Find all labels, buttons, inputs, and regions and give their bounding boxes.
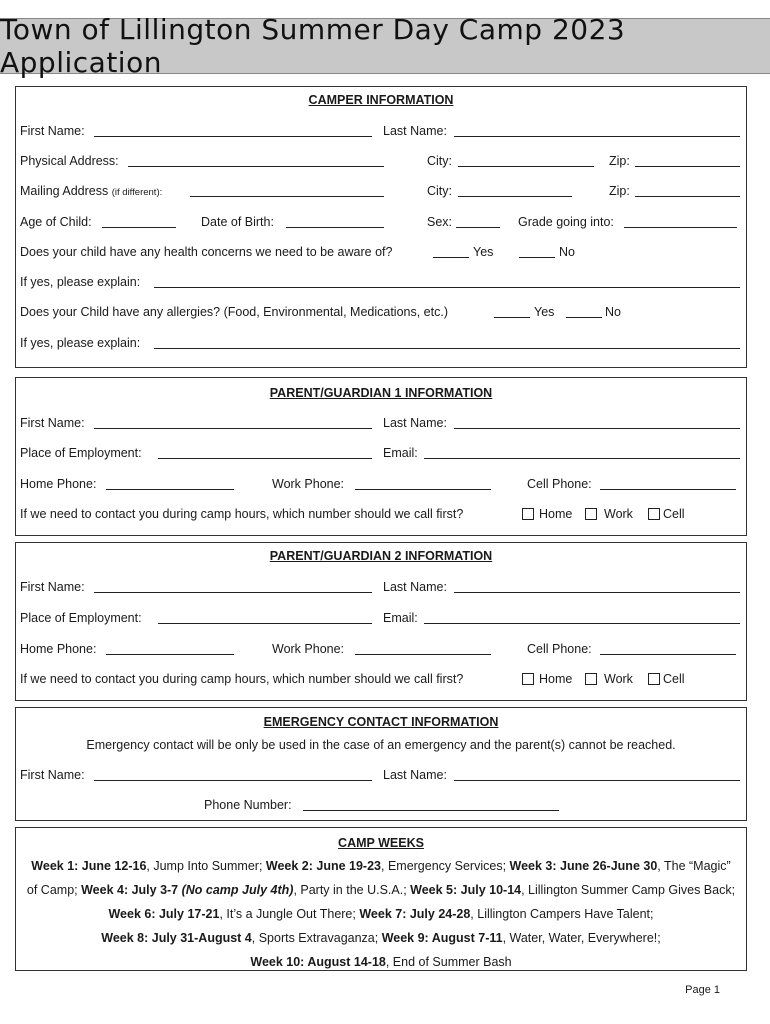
emergency-first-name-label: First Name: — [20, 768, 85, 782]
week-8-theme: , Sports Extravaganza; — [251, 931, 382, 945]
dob-label: Date of Birth: — [201, 215, 274, 229]
parent2-employment-row — [16, 609, 746, 627]
camp-weeks-section — [15, 827, 747, 971]
week-5-theme: , Lillington Summer Camp Gives Back; — [521, 883, 736, 897]
week-3-dates: Week 3: June 26-June 30 — [509, 859, 658, 873]
week-7-dates: Week 7: July 24-28 — [359, 907, 471, 921]
parent2-work-phone-field[interactable] — [355, 654, 491, 655]
parent2-cell-checkbox[interactable] — [648, 673, 660, 685]
health-no-label: No — [559, 245, 575, 259]
health-question: Does your child have any health concerns we need to be aware of? — [20, 245, 393, 259]
parent2-email-field[interactable] — [424, 623, 740, 624]
parent1-home-phone-field[interactable] — [106, 489, 234, 490]
camper-mailing-row — [16, 182, 746, 200]
camp-weeks-list — [26, 854, 736, 974]
parent2-home-checkbox[interactable] — [522, 673, 534, 685]
mailing-city-field[interactable] — [458, 196, 572, 197]
health-explain-row — [16, 273, 746, 291]
allergy-explain-field[interactable] — [154, 348, 740, 349]
grade-label: Grade going into: — [518, 215, 614, 229]
parent2-last-name-label: Last Name: — [383, 580, 447, 594]
allergy-row — [16, 303, 746, 321]
emergency-first-name-field[interactable] — [94, 780, 372, 781]
week-4-dates: Week 4: July 3-7 — [81, 883, 182, 897]
week-3-theme: , The “Magic” of Camp; — [26, 859, 731, 897]
parent1-last-name-field[interactable] — [454, 428, 740, 429]
week-2-dates: Week 2: June 19-23 — [265, 859, 381, 873]
parent1-employment-label: Place of Employment: — [20, 446, 142, 460]
parent1-email-field[interactable] — [424, 458, 740, 459]
health-explain-field[interactable] — [154, 287, 740, 288]
week-10-theme: , End of Summer Bash — [385, 955, 512, 969]
parent2-employment-field[interactable] — [158, 623, 372, 624]
health-explain-label: If yes, please explain: — [20, 275, 141, 289]
allergy-explain-row — [16, 334, 746, 352]
allergy-yes-field[interactable] — [494, 317, 530, 318]
emergency-phone-field[interactable] — [303, 810, 559, 811]
parent2-cell-option: Cell — [663, 672, 685, 686]
form-title: Town of Lillington Summer Day Camp 2023 Application — [0, 13, 626, 79]
parent1-employment-field[interactable] — [158, 458, 372, 459]
camper-address-row — [16, 152, 746, 170]
parent2-last-name-field[interactable] — [454, 592, 740, 593]
parent1-cell-phone-field[interactable] — [600, 489, 736, 490]
allergy-question: Does your Child have any allergies? (Food, Environmental, Medications, etc.) — [20, 305, 448, 319]
emergency-heading: EMERGENCY CONTACT INFORMATION — [263, 715, 499, 729]
physical-city-field[interactable] — [458, 166, 594, 167]
parent2-contact-question: If we need to contact you during camp hours, which number should we call first? — [20, 672, 464, 686]
allergy-no-field[interactable] — [566, 317, 602, 318]
parent1-employment-row — [16, 444, 746, 462]
camper-last-name-label: Last Name: — [383, 124, 447, 138]
health-row — [16, 243, 746, 261]
health-yes-label: Yes — [473, 245, 494, 259]
week-2-theme: , Emergency Services; — [381, 859, 510, 873]
age-label: Age of Child: — [20, 215, 92, 229]
week-9-dates: Week 9: August 7-11 — [381, 931, 503, 945]
emergency-name-row — [16, 766, 746, 784]
age-field[interactable] — [102, 227, 176, 228]
parent2-work-option: Work — [604, 672, 633, 686]
parent1-first-name-field[interactable] — [94, 428, 372, 429]
allergy-yes-label: Yes — [534, 305, 555, 319]
emergency-note: Emergency contact will be only be used in the case of an emergency and the parent(s) cannot be reached. — [86, 738, 676, 752]
emergency-last-name-field[interactable] — [454, 780, 740, 781]
week-1-theme: , Jump Into Summer; — [146, 859, 266, 873]
week-7-theme: , Lillington Campers Have Talent; — [470, 907, 654, 921]
dob-field[interactable] — [286, 227, 384, 228]
parent2-email-label: Email: — [383, 611, 418, 625]
physical-zip-field[interactable] — [635, 166, 740, 167]
parent2-employment-label: Place of Employment: — [20, 611, 142, 625]
parent2-home-phone-label: Home Phone: — [20, 642, 97, 656]
parent1-work-option: Work — [604, 507, 633, 521]
parent1-work-phone-field[interactable] — [355, 489, 491, 490]
parent2-phone-row — [16, 640, 746, 658]
mailing-zip-label: Zip: — [609, 184, 630, 198]
allergy-no-label: No — [605, 305, 621, 319]
parent2-cell-phone-field[interactable] — [600, 654, 736, 655]
sex-field[interactable] — [456, 227, 500, 228]
week-1-dates: Week 1: June 12-16 — [31, 859, 147, 873]
physical-address-field[interactable] — [128, 166, 384, 167]
page-number: Page 1 — [685, 984, 720, 996]
week-6-theme: , It’s a Jungle Out There; — [219, 907, 360, 921]
camper-name-row — [16, 122, 746, 140]
mailing-address-label: Mailing Address (if different): — [20, 184, 163, 198]
emergency-phone-row — [16, 796, 746, 814]
parent1-heading: PARENT/GUARDIAN 1 INFORMATION — [269, 386, 493, 400]
parent2-cell-phone-label: Cell Phone: — [527, 642, 592, 656]
parent2-home-option: Home — [539, 672, 573, 686]
parent2-first-name-field[interactable] — [94, 592, 372, 593]
parent1-home-option: Home — [539, 507, 573, 521]
parent2-first-name-label: First Name: — [20, 580, 85, 594]
camp-weeks-heading: CAMP WEEKS — [338, 836, 424, 850]
camper-first-name-label: First Name: — [20, 124, 85, 138]
parent1-home-phone-label: Home Phone: — [20, 477, 97, 491]
week-4-note: (No camp July 4th) — [181, 883, 294, 897]
parent1-section — [15, 377, 747, 536]
emergency-section — [15, 707, 747, 821]
health-no-field[interactable] — [519, 257, 555, 258]
camper-section — [15, 86, 747, 368]
emergency-last-name-label: Last Name: — [383, 768, 447, 782]
camper-heading: CAMPER INFORMATION — [308, 93, 454, 107]
parent2-heading: PARENT/GUARDIAN 2 INFORMATION — [269, 549, 493, 563]
parent2-contact-row — [16, 670, 746, 688]
week-6-dates: Week 6: July 17-21 — [108, 907, 220, 921]
health-yes-field[interactable] — [433, 257, 469, 258]
parent2-work-phone-label: Work Phone: — [272, 642, 345, 656]
parent1-email-label: Email: — [383, 446, 418, 460]
mailing-zip-field[interactable] — [635, 196, 740, 197]
parent1-contact-question: If we need to contact you during camp hours, which number should we call first? — [20, 507, 464, 521]
camper-age-row — [16, 213, 746, 231]
physical-zip-label: Zip: — [609, 154, 630, 168]
grade-field[interactable] — [624, 227, 737, 228]
parent2-work-checkbox[interactable] — [585, 673, 597, 685]
mailing-if-different: (if different): — [111, 187, 163, 198]
parent1-last-name-label: Last Name: — [383, 416, 447, 430]
week-10-dates: Week 10: August 14-18 — [250, 955, 386, 969]
parent1-work-checkbox[interactable] — [585, 508, 597, 520]
week-4-theme: , Party in the U.S.A.; — [293, 883, 411, 897]
parent1-work-phone-label: Work Phone: — [272, 477, 345, 491]
parent1-cell-phone-label: Cell Phone: — [527, 477, 592, 491]
parent1-cell-checkbox[interactable] — [648, 508, 660, 520]
title-bar — [0, 13, 770, 79]
week-8-dates: Week 8: July 31-August 4 — [101, 931, 252, 945]
camper-first-name-field[interactable] — [94, 136, 372, 137]
parent1-home-checkbox[interactable] — [522, 508, 534, 520]
parent1-name-row — [16, 414, 746, 432]
camper-last-name-field[interactable] — [454, 136, 740, 137]
mailing-city-label: City: — [427, 184, 452, 198]
parent2-name-row — [16, 578, 746, 596]
parent1-contact-row — [16, 505, 746, 523]
physical-city-label: City: — [427, 154, 452, 168]
sex-label: Sex: — [427, 215, 453, 229]
week-9-theme: , Water, Water, Everywhere!; — [502, 931, 661, 945]
mailing-address-field[interactable] — [190, 196, 384, 197]
parent1-cell-option: Cell — [663, 507, 685, 521]
allergy-explain-label: If yes, please explain: — [20, 336, 141, 350]
physical-address-label: Physical Address: — [20, 154, 119, 168]
parent1-first-name-label: First Name: — [20, 416, 85, 430]
emergency-phone-label: Phone Number: — [204, 798, 292, 812]
parent1-phone-row — [16, 475, 746, 493]
week-5-dates: Week 5: July 10-14 — [410, 883, 522, 897]
parent2-home-phone-field[interactable] — [106, 654, 234, 655]
parent2-section — [15, 542, 747, 701]
